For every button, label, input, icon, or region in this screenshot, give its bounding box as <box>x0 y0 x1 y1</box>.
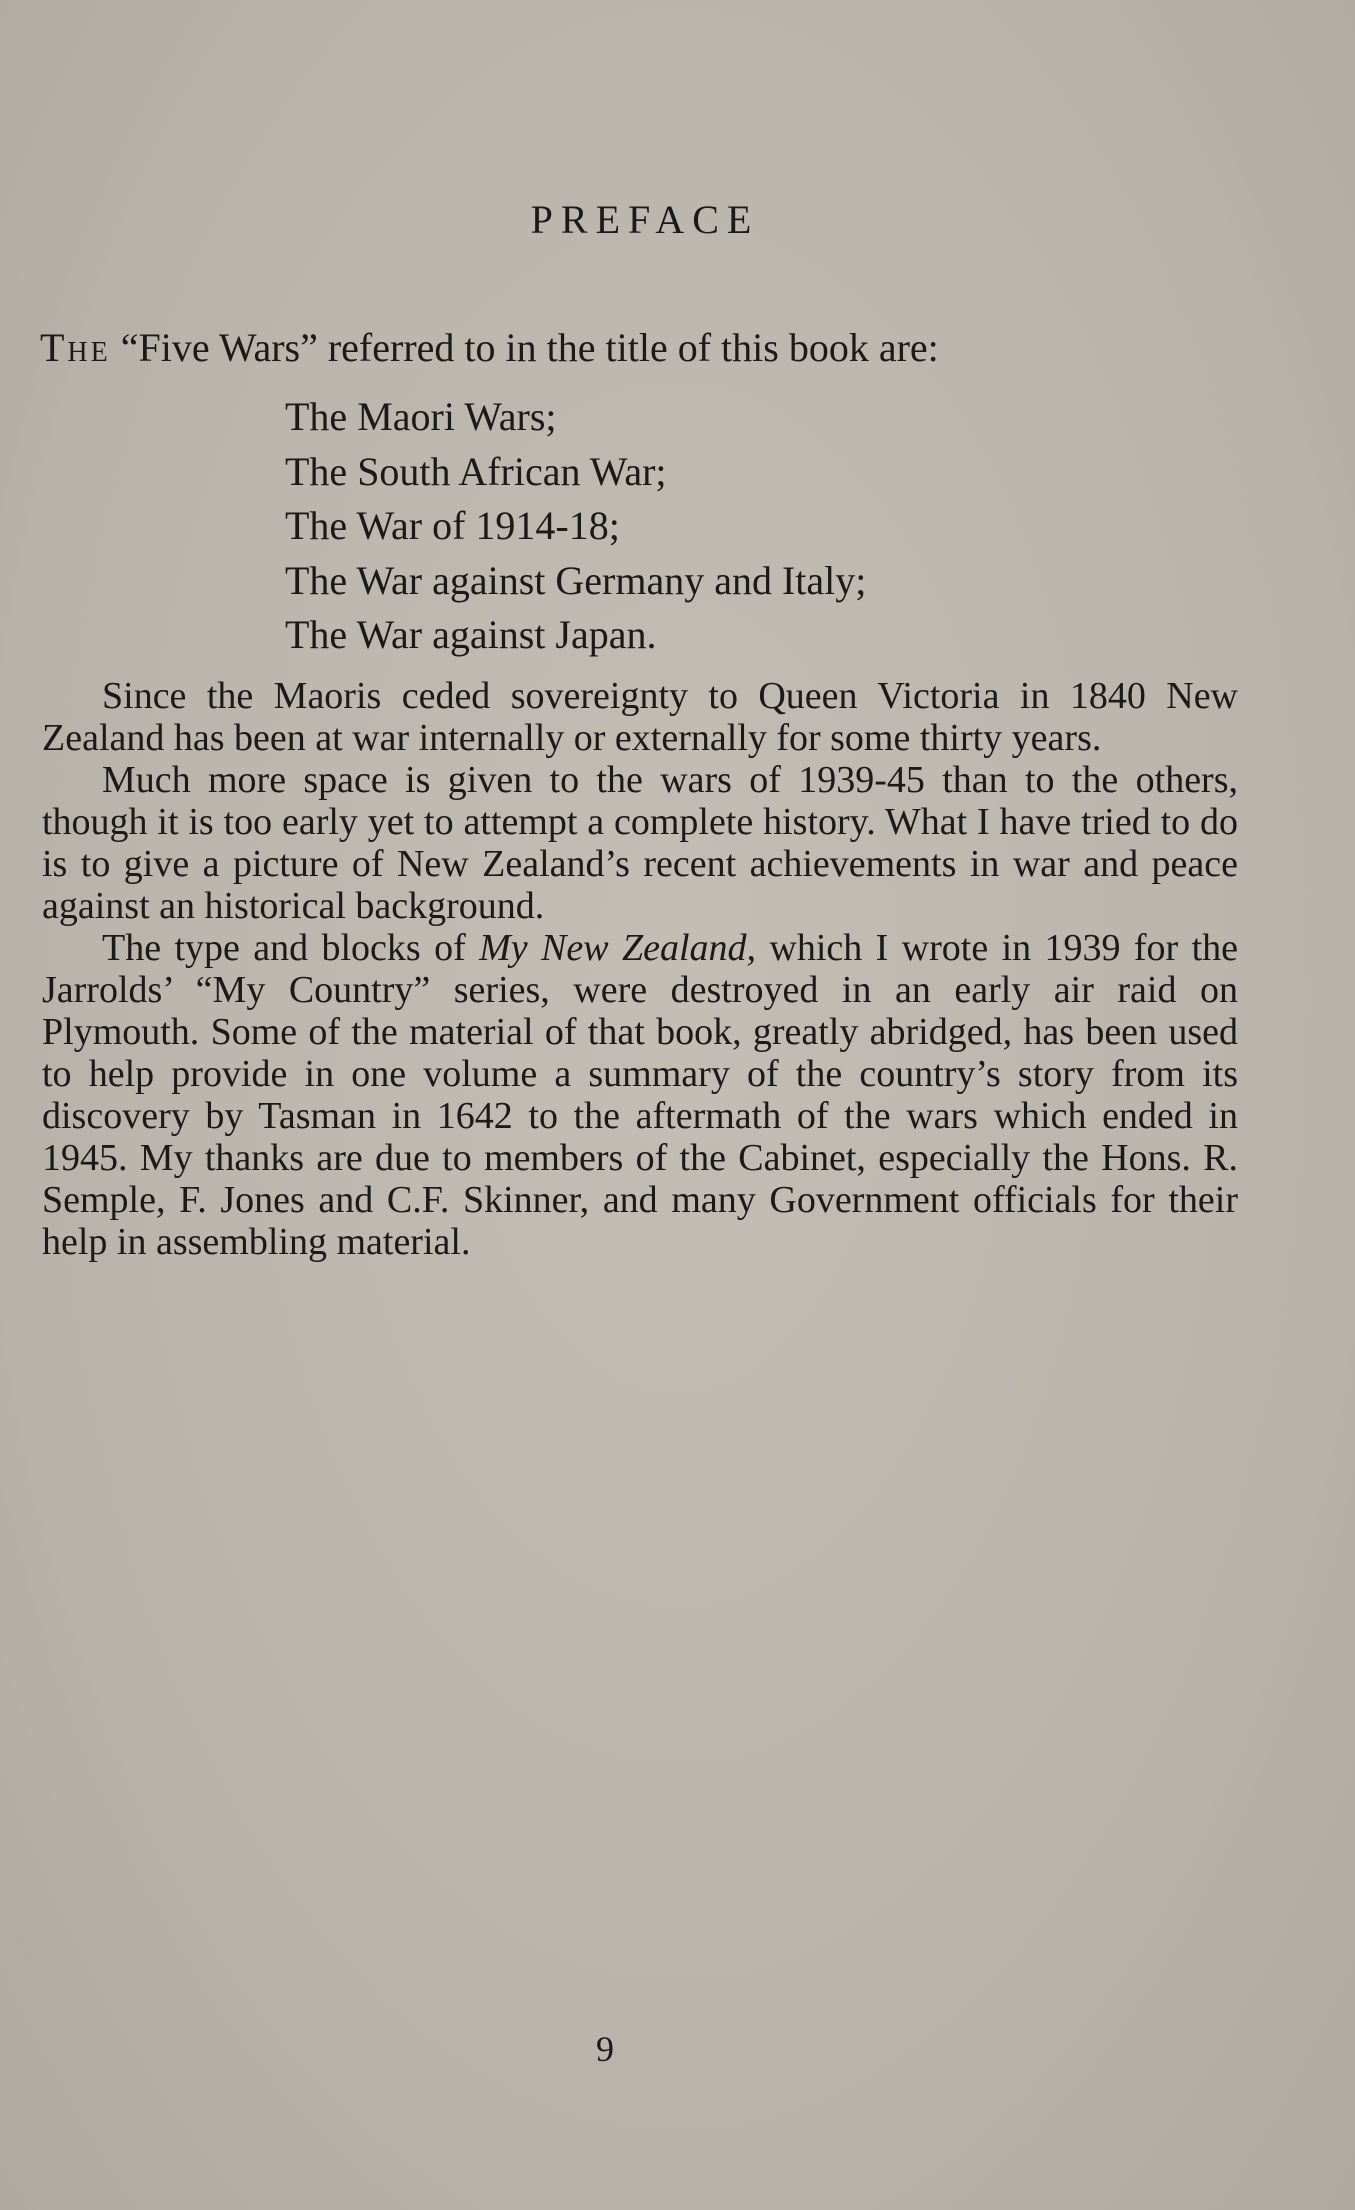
war-item: The War against Germany and Italy; <box>285 557 867 603</box>
p3-text-start: The type and blocks of <box>102 927 480 969</box>
intro-rest: “Five Wars” referred to in the title of this book are: <box>110 325 939 370</box>
war-item: The South African War; <box>285 448 667 494</box>
page-number: 9 <box>596 2029 614 2069</box>
intro-sentence <box>40 324 1240 372</box>
war-item: The War of 1914-18; <box>285 503 620 548</box>
preface-body <box>42 675 1238 1263</box>
paragraph-acknowledgements <box>42 927 1238 1263</box>
war-item: The War against Japan. <box>285 612 657 657</box>
intro-lead-word: The <box>40 325 111 370</box>
book-title-italic: My New Zealand, <box>479 927 757 969</box>
page-title: PREFACE <box>530 197 760 242</box>
wars-list <box>285 390 866 663</box>
p3-text-rest: which I wrote in 1939 for the Jarrolds’ “My Country” series, were destroyed in an early air raid on Plymouth. Some of the material of that book, greatly abridged, has been used to help provide in one volume a summary of the country’s story from its discovery by Tasman in 1642 to the aftermath of the wars which ended in 1945. My thanks are due to members of the Cabinet, especially the Hons. R. Semple, F. Jones and C.F. Skinner, and many Government officials for their help in assembling material. <box>42 927 1238 1263</box>
paragraph-sovereignty: Since the Maoris ceded sovereignty to Queen Victoria in 1840 New Zealand has been at war internally or externally for some thirty years. <box>42 675 1238 759</box>
paragraph-scope: Much more space is given to the wars of 1939-45 than to the others, though it is too early yet to attempt a complete history. What I have tried to do is to give a picture of New Zealand’s recent achievements in war and peace against an historical background. <box>42 759 1238 927</box>
war-item: The Maori Wars; <box>285 394 557 439</box>
